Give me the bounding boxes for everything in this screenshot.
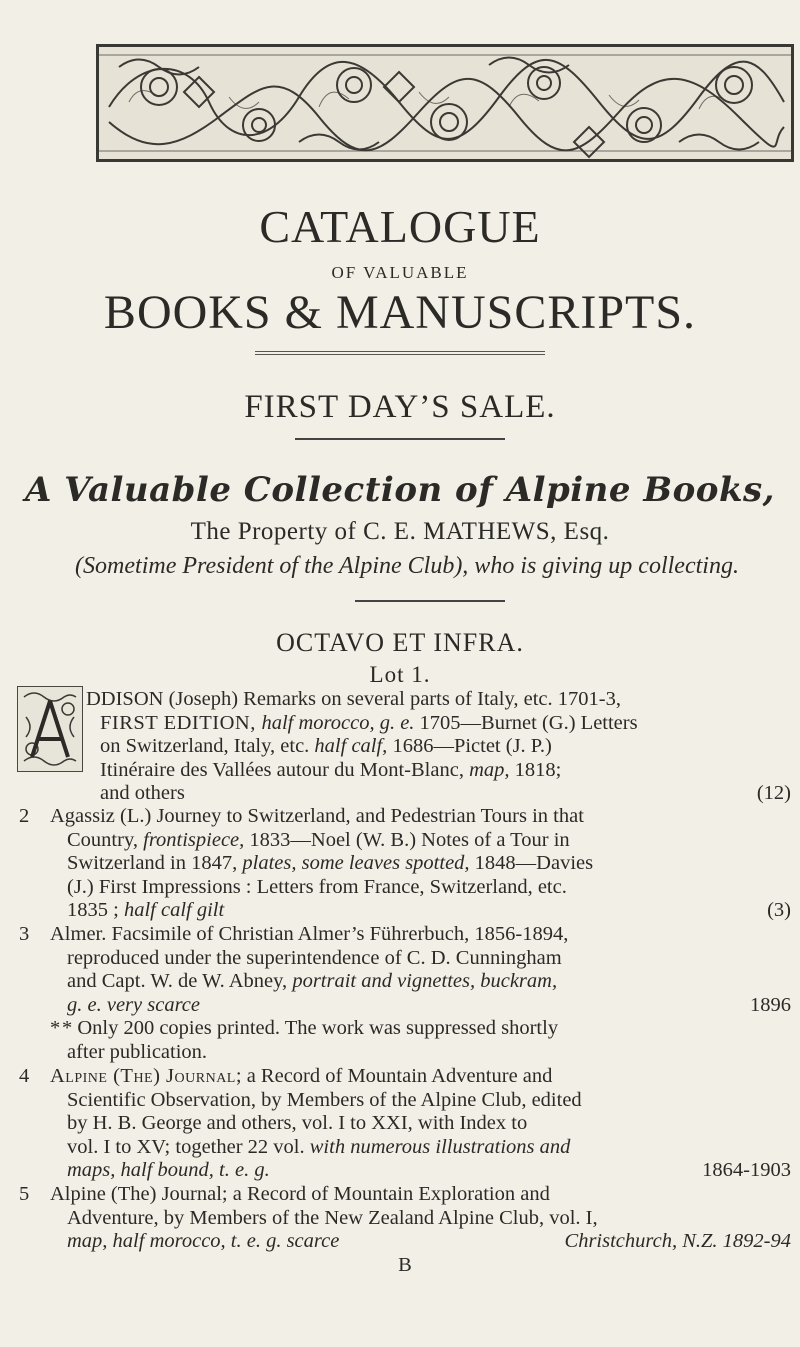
divider (295, 438, 505, 440)
lot-4-line: vol. I to XV; together 22 vol. with numerous illustrations and (67, 1135, 571, 1158)
lot-4-line: 4 Alpine (The) Journal; a Record of Mountain Adventure and (19, 1065, 553, 1087)
lot-5-line: map, half morocco, t. e. g. scarce Christchurch, N.Z. 1892-94 (67, 1230, 791, 1252)
catalogue-title: CATALOGUE (259, 201, 541, 252)
lot-year: 1864-1903 (702, 1159, 791, 1181)
lot-year: 1896 (750, 993, 791, 1016)
lot-2 (19, 805, 791, 923)
lot-2-line: Switzerland in 1847, plates, some leaves spotted, 1848—Davies (67, 852, 594, 874)
collection-heading: A Valuable Collection of Alpine Books, (24, 470, 776, 510)
ornamental-header-banner (96, 44, 794, 162)
lot-2-line: Country, frontispiece, 1833—Noel (W. B.) Notes of a Tour in (67, 828, 570, 851)
lot-4-line: by H. B. George and others, vol. I to XXI, with Index to (67, 1112, 528, 1134)
lot-3-line: reproduced under the superintendence of C. D. Cunningham (67, 946, 562, 969)
lot-1-line: and others (12) (100, 782, 791, 804)
lot-2-line: (J.) First Impressions : Letters from France, Switzerland, etc. (67, 875, 567, 898)
lot-1-line: Itinéraire des Vallées autour du Mont-Blanc, map, 1818; (100, 758, 562, 781)
lot-3 (19, 923, 791, 1064)
lot-number: 5 (19, 1183, 30, 1205)
owner-note: (Sometime President of the Alpine Club), who is giving up collecting. (75, 553, 739, 579)
lot-count: (3) (767, 899, 791, 921)
lot-3-line: g. e. very scarce 1896 (67, 993, 791, 1016)
signature-mark: B (398, 1253, 412, 1276)
lot-5-line: Adventure, by Members of the New Zealand Alpine Club, vol. I, (67, 1206, 598, 1229)
lot-heading: Lot 1. (369, 662, 431, 687)
lot-1 (19, 688, 791, 806)
lot-1-line: DDISON (Joseph) Remarks on several parts of Italy, etc. 1701-3, (86, 688, 621, 710)
lot-3-note: * * Only 200 copies printed. The work was suppressed shortly (50, 1017, 559, 1039)
divider (355, 600, 505, 602)
lot-4-line: Scientific Observation, by Members of the Alpine Club, edited (67, 1088, 582, 1111)
books-manuscripts-title: BOOKS & MANUSCRIPTS. (103, 286, 697, 339)
lot-4 (19, 1065, 791, 1183)
lot-number: 4 (19, 1065, 30, 1087)
section-heading: OCTAVO ET INFRA. (276, 628, 524, 657)
lot-2-line: 1835 ; half calf gilt (3) (67, 899, 791, 921)
owner-line: The Property of C. E. MATHEWS, Esq. (190, 518, 610, 545)
lot-number: 2 (19, 805, 30, 827)
lot-2-line: 2 Agassiz (L.) Journey to Switzerland, and Pedestrian Tours in that (19, 805, 584, 827)
sale-day-heading: FIRST DAY’S SALE. (244, 389, 556, 425)
lot-number: 3 (19, 923, 30, 945)
lot-4-line: maps, half bound, t. e. g. 1864-1903 (67, 1159, 791, 1181)
divider (255, 351, 545, 355)
lot-count: (12) (756, 782, 791, 804)
lot-5-line: 5 Alpine (The) Journal; a Record of Mountain Exploration and (19, 1183, 550, 1205)
ornament-scroll-icon (99, 47, 791, 159)
lot-5 (19, 1183, 791, 1277)
lot-3-line: and Capt. W. de W. Abney, portrait and vignettes, buckram, (67, 970, 558, 992)
lot-3-note: after publication. (67, 1040, 208, 1063)
subtitle-of-valuable: OF VALUABLE (331, 263, 469, 282)
lot-3-line: 3 Almer. Facsimile of Christian Almer’s Führerbuch, 1856-1894, (19, 923, 569, 945)
lot-1-line: FIRST EDITION, half morocco, g. e. 1705—Burnet (G.) Letters (100, 711, 638, 734)
lot-1-line: on Switzerland, Italy, etc. half calf, 1686—Pictet (J. P.) (100, 735, 552, 757)
